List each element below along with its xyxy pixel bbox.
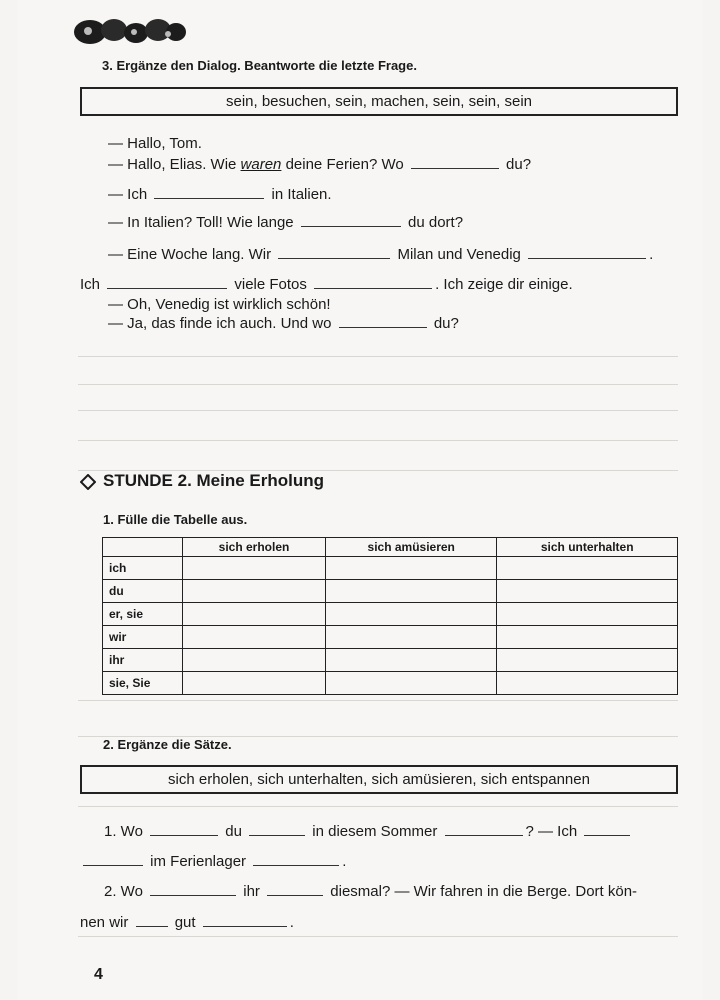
answer-blank[interactable]	[83, 853, 143, 866]
table-row	[103, 557, 678, 580]
answer-cell[interactable]	[497, 580, 678, 603]
answer-cell[interactable]	[325, 626, 496, 649]
answer-blank[interactable]	[136, 914, 168, 927]
conjugation-table	[102, 537, 678, 695]
exercise-3-wordbox: sein, besuchen, sein, machen, sein, sein, sein	[80, 87, 678, 116]
answer-blank[interactable]	[203, 914, 287, 927]
sentence-1: 1. Wo du in diesem Sommer ? — Ich	[104, 823, 633, 840]
diamond-icon	[80, 474, 96, 490]
answer-blank[interactable]	[445, 823, 523, 836]
answer-cell[interactable]	[183, 603, 326, 626]
answer-blank[interactable]	[150, 823, 218, 836]
answer-blank[interactable]	[339, 315, 427, 328]
exercise-2-wordbox: sich erholen, sich unterhalten, sich amüsieren, sich entspannen	[80, 765, 678, 794]
pronoun-cell: ich	[103, 557, 183, 580]
pronoun-cell: wir	[103, 626, 183, 649]
exercise-2-title: 2. Ergänze die Sätze.	[103, 737, 232, 752]
table-header: sich unterhalten	[497, 538, 678, 557]
answer-blank[interactable]	[584, 823, 630, 836]
sentence-2-continued: nen wir gut .	[80, 914, 294, 931]
pronoun-cell: er, sie	[103, 603, 183, 626]
dialog-line-7: — Oh, Venedig ist wirklich schön!	[108, 296, 331, 313]
bleed-line	[78, 356, 678, 357]
answer-blank[interactable]	[150, 883, 236, 896]
answer-blank[interactable]	[107, 276, 227, 289]
table-header: sich amüsieren	[325, 538, 496, 557]
answer-blank[interactable]	[267, 883, 323, 896]
answer-cell[interactable]	[183, 557, 326, 580]
example-answer: waren	[240, 156, 282, 173]
dialog-line-6: Ich viele Fotos . Ich zeige dir einige.	[80, 276, 573, 293]
answer-cell[interactable]	[497, 672, 678, 695]
table-header	[103, 538, 183, 557]
answer-cell[interactable]	[183, 649, 326, 672]
pronoun-cell: du	[103, 580, 183, 603]
table-row	[103, 626, 678, 649]
answer-cell[interactable]	[183, 626, 326, 649]
bleed-line	[78, 440, 678, 441]
bleed-line	[78, 700, 678, 701]
answer-cell[interactable]	[325, 557, 496, 580]
answer-blank[interactable]	[301, 214, 401, 227]
answer-blank[interactable]	[249, 823, 305, 836]
page-number: 4	[94, 966, 103, 983]
bleed-line	[78, 806, 678, 807]
pronoun-cell: ihr	[103, 649, 183, 672]
answer-cell[interactable]	[497, 626, 678, 649]
dialog-line-5: — Eine Woche lang. Wir Milan und Venedig .	[108, 246, 654, 263]
dialog-line-8: — Ja, das finde ich auch. Und wo du?	[108, 315, 459, 332]
dialog-line-2: — Hallo, Elias. Wie waren deine Ferien? Wo du?	[108, 156, 532, 173]
section-title: STUNDE 2. Meine Erholung	[103, 471, 325, 490]
dialog-line-4: — In Italien? Toll! Wie lange du dort?	[108, 214, 464, 231]
answer-cell[interactable]	[497, 557, 678, 580]
exercise-3-title: 3. Ergänze den Dialog. Beantworte die letzte Frage.	[102, 58, 417, 73]
answer-cell[interactable]	[325, 580, 496, 603]
pronoun-cell: sie, Sie	[103, 672, 183, 695]
answer-blank[interactable]	[154, 186, 264, 199]
answer-blank[interactable]	[411, 156, 499, 169]
table-header: sich erholen	[183, 538, 326, 557]
answer-cell[interactable]	[183, 580, 326, 603]
answer-cell[interactable]	[497, 603, 678, 626]
exercise-1-title: 1. Fülle die Tabelle aus.	[103, 512, 248, 527]
table-row	[103, 580, 678, 603]
answer-cell[interactable]	[497, 649, 678, 672]
answer-blank[interactable]	[528, 246, 646, 259]
answer-blank[interactable]	[314, 276, 432, 289]
answer-cell[interactable]	[325, 603, 496, 626]
dialog-line-3: — Ich in Italien.	[108, 186, 332, 203]
answer-blank[interactable]	[253, 853, 339, 866]
sentence-1-continued: im Ferienlager .	[80, 853, 346, 870]
bleed-line	[78, 410, 678, 411]
bleed-line	[78, 384, 678, 385]
header-decoration-icon	[70, 14, 190, 48]
bleed-line	[78, 936, 678, 937]
answer-cell[interactable]	[325, 672, 496, 695]
answer-blank[interactable]	[278, 246, 390, 259]
answer-cell[interactable]	[183, 672, 326, 695]
dialog-line-1: — Hallo, Tom.	[108, 135, 202, 152]
table-row	[103, 649, 678, 672]
sentence-2: 2. Wo ihr diesmal? — Wir fahren in die Berge. Dort kön-	[104, 883, 638, 900]
table-row	[103, 603, 678, 626]
table-row	[103, 672, 678, 695]
answer-cell[interactable]	[325, 649, 496, 672]
